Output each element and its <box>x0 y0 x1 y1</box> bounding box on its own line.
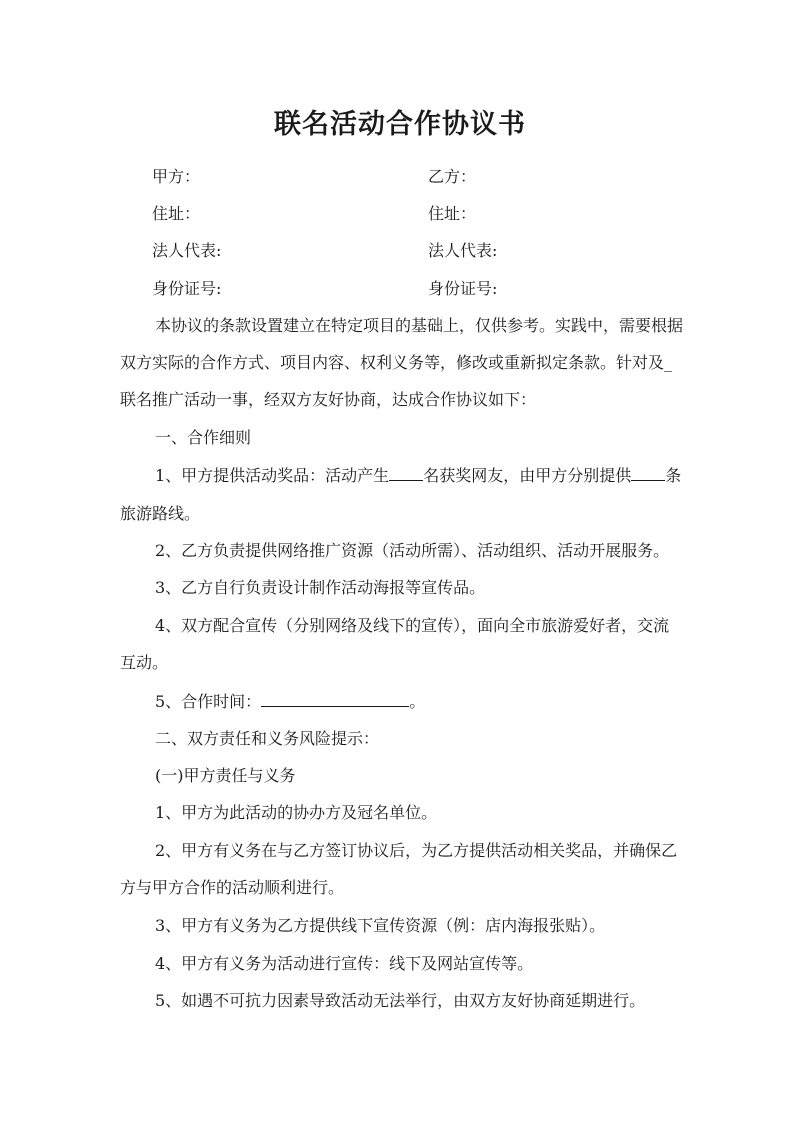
intro-line-2: 双方实际的合作方式、项目内容、权利义务等，修改或重新拟定条款。针对及_ <box>120 353 673 372</box>
id-number-b-label: 身份证号: <box>428 279 498 298</box>
section1-item1-line2: 旅游路线。 <box>120 504 201 523</box>
section2-item2-line2: 方与甲方合作的活动顺利进行。 <box>120 878 345 897</box>
section2-item4: 4、甲方有义务为活动进行宣传：线下及网站宣传等。 <box>155 954 534 973</box>
section1-item1-part3: 条 <box>665 466 682 485</box>
section2-item1: 1、甲方为此活动的协办方及冠名单位。 <box>155 803 438 822</box>
intro-line-1: 本协议的条款设置建立在特定项目的基础上，仅供参考。实践中，需要根据 <box>155 316 684 335</box>
section2-item2-line1: 2、甲方有义务在与乙方签订协议后，为乙方提供活动相关奖品，并确保乙 <box>155 841 678 860</box>
section2-item3: 3、甲方有义务为乙方提供线下宣传资源（例：店内海报张贴）。 <box>155 916 606 935</box>
party-a-label: 甲方： <box>152 167 201 186</box>
section1-item4-line1: 4、双方配合宣传（分别网络及线下的宣传），面向全市旅游爱好者，交流 <box>155 616 670 635</box>
winner-count-blank <box>389 464 423 481</box>
address-b-label: 住址： <box>428 204 477 223</box>
section1-item5 <box>155 690 425 713</box>
legal-rep-a-label: 法人代表: <box>152 241 222 260</box>
intro-line-3: 联名推广活动一事，经双方友好协商，达成合作协议如下： <box>120 390 537 409</box>
section1-item4-line2: 互动。 <box>120 653 169 672</box>
section1-heading: 一、合作细则 <box>155 428 252 447</box>
section1-item5-part1: 5、合作时间： <box>155 692 262 711</box>
section1-item2: 2、乙方负责提供网络推广资源（活动所需）、活动组织、活动开展服务。 <box>155 541 670 560</box>
section1-item5-part2: 。 <box>409 692 426 711</box>
address-a-label: 住址： <box>152 204 201 223</box>
id-number-a-label: 身份证号: <box>152 279 222 298</box>
legal-rep-b-label: 法人代表: <box>428 241 498 260</box>
route-count-blank <box>631 464 665 481</box>
section2-subheading: (一)甲方责任与义务 <box>155 766 296 785</box>
section1-item1-part2: 名获奖网友，由甲方分别提供 <box>423 466 632 485</box>
party-b-label: 乙方： <box>428 167 477 186</box>
section1-item1-part1: 1、甲方提供活动奖品：活动产生 <box>155 466 390 485</box>
document-title: 联名活动合作协议书 <box>274 109 526 140</box>
section2-heading: 二、双方责任和义务风险提示： <box>155 729 380 748</box>
section1-item1 <box>155 464 681 487</box>
section1-item3: 3、乙方自行负责设计制作活动海报等宣传品。 <box>155 578 486 597</box>
cooperation-time-blank <box>261 690 409 707</box>
section2-item5: 5、如遇不可抗力因素导致活动无法举行，由双方友好协商延期进行。 <box>155 991 646 1010</box>
